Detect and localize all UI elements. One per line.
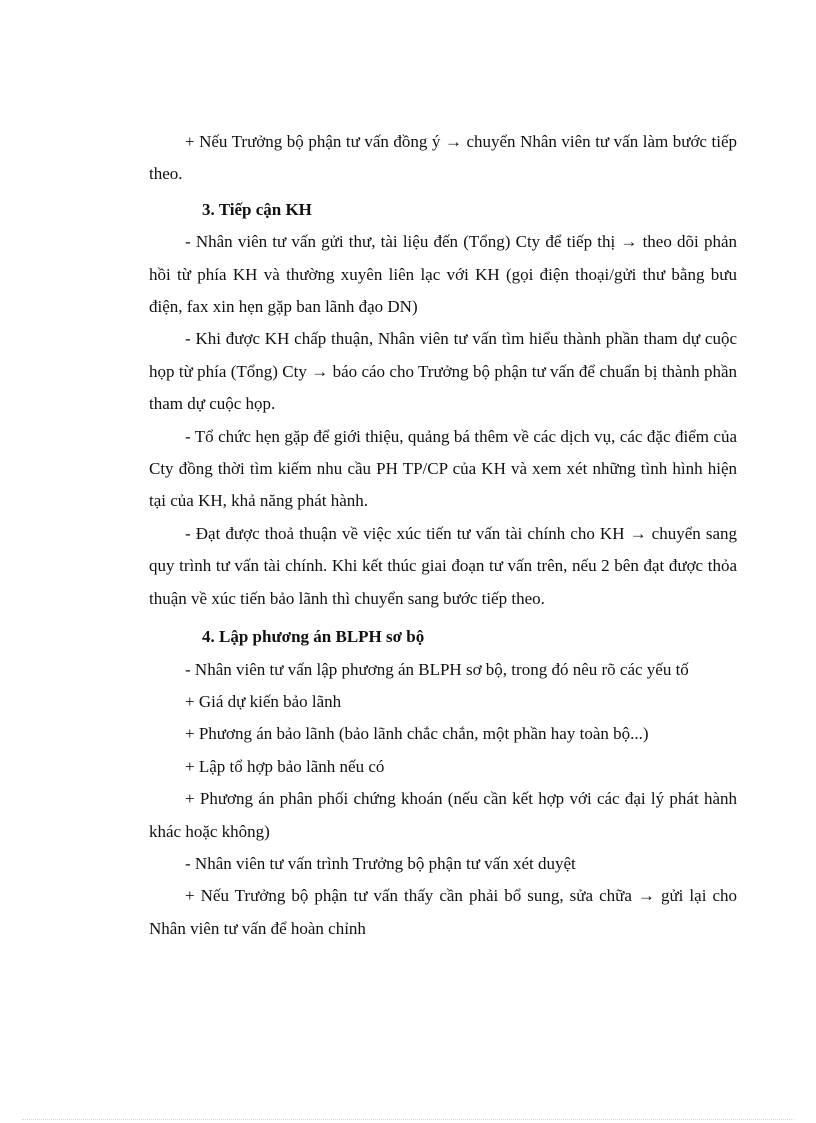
paragraph-revision: + Nếu Trưởng bộ phận tư vấn thấy cần phải bổ sung, sửa chữa → gửi lại cho Nhân viên tư vấn để hoàn chỉnh <box>149 886 737 938</box>
page-bottom-divider <box>22 1119 794 1120</box>
list-item-syndicate: + Lập tổ hợp bảo lãnh nếu có <box>185 756 385 776</box>
paragraph-submit-review: - Nhân viên tư vấn trình Trưởng bộ phận tư vấn xét duyệt <box>185 853 576 873</box>
section-heading-4: 4. Lập phương án BLPH sơ bộ <box>202 627 425 647</box>
paragraph-send-documents: - Nhân viên tư vấn gửi thư, tài liệu đến (Tổng) Cty để tiếp thị → theo dõi phản hồi từ phía KH và thường xuyên liên lạc với KH (gọi điện thoại/gửi thư bằng bưu điện, fax xin hẹn gặp ban lãnh đạo DN) <box>149 232 737 317</box>
paragraph-agreement: - Đạt được thoả thuận về việc xúc tiến tư vấn tài chính cho KH → chuyển sang quy trình tư vấn tài chính. Khi kết thúc giai đoạn tư vấn trên, nếu 2 bên đạt được thỏa thuận về xúc tiến bảo lãnh thì chuyển sang bước tiếp theo. <box>149 523 737 608</box>
list-item-distribution-plan: + Phương án phân phối chứng khoán (nếu cần kết hợp với các đại lý phát hành khác hoặc không) <box>149 789 737 841</box>
section-heading-3: 3. Tiếp cận KH <box>202 199 312 219</box>
paragraph-approval-next-step: + Nếu Trưởng bộ phận tư vấn đồng ý → chuyển Nhân viên tư vấn làm bước tiếp theo. <box>149 132 737 184</box>
paragraph-client-approval: - Khi được KH chấp thuận, Nhân viên tư vấn tìm hiểu thành phần tham dự cuộc họp từ phía (Tổng) Cty → báo cáo cho Trưởng bộ phận tư vấn để chuẩn bị thành phần tham dự cuộc họp. <box>149 329 737 414</box>
paragraph-organize-meeting: - Tổ chức hẹn gặp để giới thiệu, quảng bá thêm về các dịch vụ, các đặc điểm của Cty đồng thời tìm kiếm nhu cầu PH TP/CP của KH và xem xét những tình hình hiện tại của KH, khả năng phát hành. <box>149 426 737 511</box>
list-item-guarantee-plan: + Phương án bảo lãnh (bảo lãnh chắc chắn, một phần hay toàn bộ...) <box>185 724 649 744</box>
document-page <box>149 126 737 945</box>
list-item-expected-price: + Giá dự kiến bảo lãnh <box>185 691 342 711</box>
paragraph-prepare-plan: - Nhân viên tư vấn lập phương án BLPH sơ bộ, trong đó nêu rõ các yếu tố <box>185 659 689 679</box>
